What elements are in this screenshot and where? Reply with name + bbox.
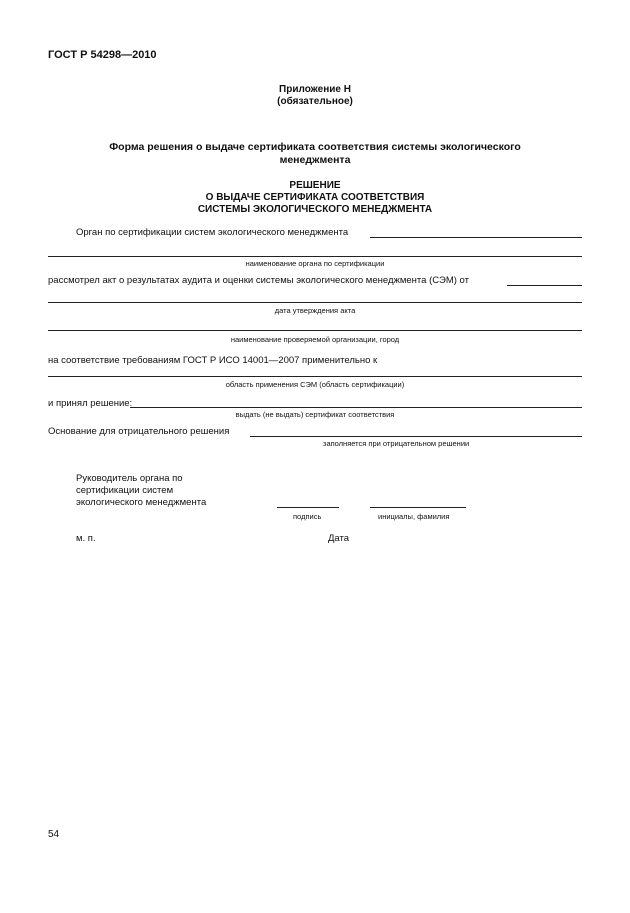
date-label: Дата (328, 533, 350, 544)
head-title-line1: Руководитель органа по (76, 473, 183, 484)
reviewed-label: рассмотрел акт о результатах аудита и оценки системы экологического менеджмента (СЭМ) от (48, 275, 469, 286)
decision-line (130, 407, 582, 408)
head-title-line2: сертификации систем (76, 485, 174, 496)
annex-status: (обязательное) (277, 96, 353, 107)
decision-title-line1: РЕШЕНИЕ (289, 180, 341, 191)
form-title-line1: Форма решения о выдаче сертификата соответствия системы экологического (109, 141, 521, 153)
negative-caption: заполняется при отрицательном решении (323, 439, 470, 448)
signature-line (277, 507, 339, 508)
decision-caption: выдать (не выдать) сертификат соответствия (235, 410, 395, 419)
form-title-line2: менеджмента (279, 154, 351, 166)
page-number: 54 (48, 829, 60, 840)
head-title-line3: экологического менеджмента (76, 497, 207, 508)
name-caption: инициалы, фамилия (378, 512, 450, 521)
organ-label: Орган по сертификации систем экологического менеджмента (76, 227, 349, 238)
signature-caption: подпись (293, 512, 322, 521)
organization-caption: наименование проверяемой организации, город (230, 335, 400, 344)
decision-label: и принял решение: (48, 398, 133, 409)
negative-label: Основание для отрицательного решения (48, 426, 230, 437)
document-code: ГОСТ Р 54298—2010 (48, 49, 157, 61)
organ-caption: наименование органа по сертификации (245, 259, 385, 268)
annex-title: Приложение Н (279, 84, 351, 95)
decision-title-line2: О ВЫДАЧЕ СЕРТИФИКАТА СООТВЕТСТВИЯ (205, 192, 425, 203)
act-date-line (48, 302, 582, 303)
organ-name-line (370, 237, 582, 238)
scope-line (48, 376, 582, 377)
date-caption: дата утверждения акта (274, 306, 356, 315)
scope-caption: область применения СЭМ (область сертификации) (225, 380, 405, 389)
organization-line (48, 330, 582, 331)
compliance-label: на соответствие требованиям ГОСТ Р ИСО 14001—2007 применительно к (48, 355, 378, 366)
decision-title-line3: СИСТЕМЫ ЭКОЛОГИЧЕСКОГО МЕНЕДЖМЕНТА (197, 204, 433, 215)
negative-line (250, 436, 582, 437)
organ-name-line-full (48, 256, 582, 257)
name-line (370, 507, 466, 508)
stamp-label: м. п. (76, 533, 96, 544)
act-date-line-short (507, 285, 582, 286)
